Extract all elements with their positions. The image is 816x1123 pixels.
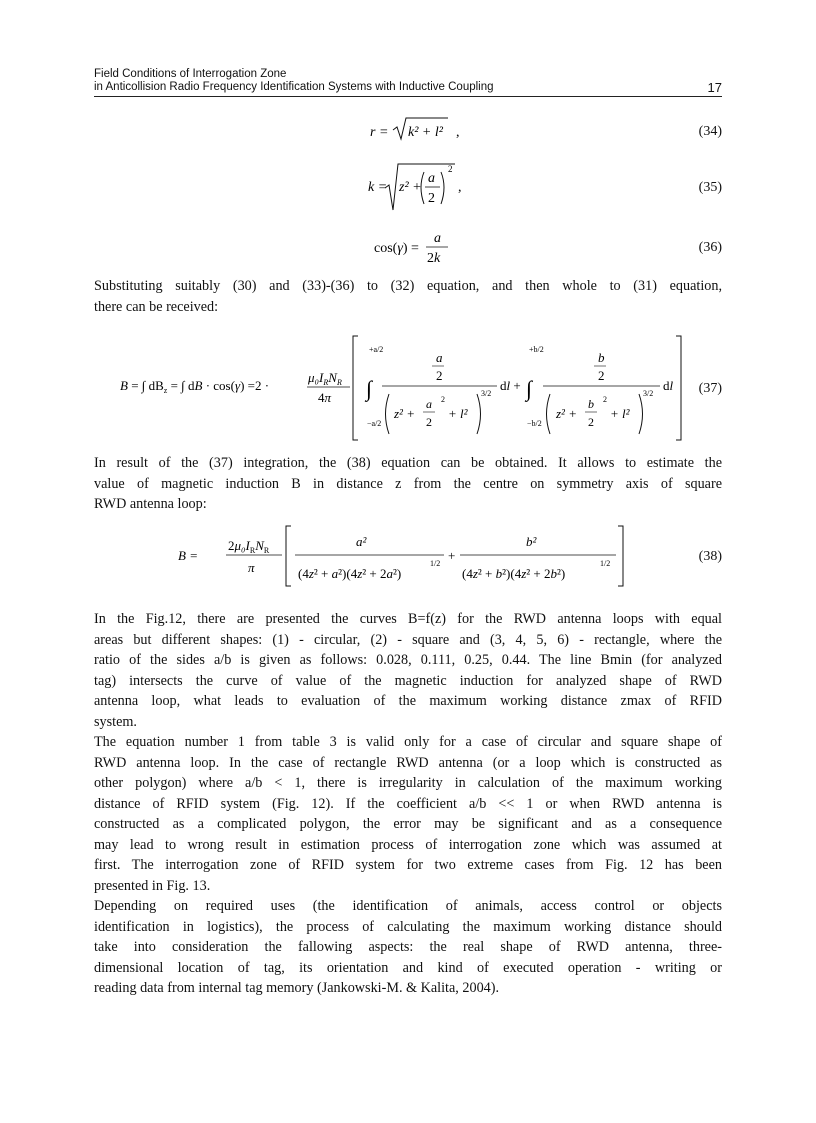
eq36-den: 2k <box>427 251 441 266</box>
p3-line-3: ratio of the sides a/b is given as follows: 0.028, 0.111, 0.25, 0.44. The line Bmin (for analyzed <box>94 652 722 668</box>
eq-number-37: (37) <box>698 381 722 396</box>
p3-line-8: RWD antenna loop. In the case of rectangle RWD antenna (or a loop which is constructed as <box>94 754 722 771</box>
p3-line-4: tag) intersects the curve of value of the magnetic induction for analyzed shape of RWD <box>94 672 722 689</box>
eq38-frac1-den: (4z² + a²)(4z² + 2a²) <box>298 566 402 581</box>
p3-line-5: antenna loop, what leads to evaluation of the maximum working distance zmax of RFID <box>94 693 722 709</box>
header-title-line-1: Field Conditions of Interrogation Zone <box>94 68 287 80</box>
eq37-frac2-den-b: b <box>588 397 594 411</box>
p3-line-18: dimensional location of tag, its orientation and kind of executed operation - writing or <box>94 959 722 976</box>
p1-line-1: Substituting suitably (30) and (33)-(36) to (32) equation, and then whole to (31) equation, <box>94 278 722 294</box>
eq38-coef-den: π <box>248 560 255 575</box>
eq34-lhs: r = <box>370 125 389 140</box>
p3-line-9: other polygon) where a/b < 1, there is irregularity in calculation of the maximum working <box>94 775 722 791</box>
p3-line-1: In the Fig.12, there are presented the curves B=f(z) for the RWD antenna loops with equal <box>94 611 722 627</box>
eq37-frac1-den-a: a <box>426 397 432 411</box>
eq-number-35: (35) <box>698 180 722 195</box>
p3-line-19: reading data from internal tag memory (Jankowski-M. & Kalita, 2004). <box>94 980 500 996</box>
p2-line-2: value of magnetic induction B in distance z from the centre on symmetry axis of square <box>94 475 722 492</box>
paragraph-2 <box>94 453 722 515</box>
eq37-frac1-num-2: 2 <box>436 368 443 383</box>
eq37-dl-2: dl <box>663 378 674 393</box>
equation-37-svg <box>0 330 816 450</box>
p2-line-3: RWD antenna loop: <box>94 496 207 512</box>
eq37-frac2-den: z² + <box>556 406 577 421</box>
p3-line-10: distance of RFID system (Fig. 12). If the coefficient a/b << 1 or when RWD antenna is <box>94 795 722 812</box>
eq37-frac2-num-b: b <box>598 350 605 365</box>
eq37-dl-1: dl + <box>500 378 521 393</box>
eq38-frac1-num: a² <box>356 534 367 549</box>
eq36-num: a <box>434 231 441 246</box>
eq37-frac2-den-l2: + l² <box>610 406 630 421</box>
p3-line-12: may lead to wrong result in estimation process of interrogation zone which was assumed at <box>94 836 722 853</box>
eq38-frac1-pow: 1/2 <box>430 559 441 568</box>
eq37-integral-1: ∫ <box>366 376 373 401</box>
eq37-coef-num: $\mu_0I_RN_R$ <box>308 370 342 387</box>
eq38-plus: + <box>448 548 456 563</box>
p3-line-15: Depending on required uses (the identification of animals, access control or objects <box>94 898 722 914</box>
eq37-int2-lower: −b/2 <box>527 419 542 428</box>
eq35-frac-den: 2 <box>428 191 435 206</box>
eq-number-38: (38) <box>698 549 722 564</box>
p3-line-6: system. <box>94 713 137 730</box>
eq37-int2-upper: +b/2 <box>529 345 544 354</box>
header-title-line-2: in Anticollision Radio Frequency Identification Systems with Inductive Coupling <box>94 81 494 93</box>
p3-line-16: identification in logistics), the process of calculating the maximum working distance should <box>94 918 722 935</box>
p1-line-2: there can be received: <box>94 298 219 315</box>
eq37-frac2-pow: 3/2 <box>643 389 654 398</box>
eq37-integral-2: ∫ <box>526 376 533 401</box>
equation-35-svg <box>0 158 816 228</box>
eq38-frac2-num: b² <box>526 534 537 549</box>
eq37-frac1-pow: 3/2 <box>481 389 492 398</box>
eq37-coef-den: 4π <box>318 390 332 405</box>
page-number: 17 <box>707 80 722 95</box>
running-header <box>94 68 722 94</box>
eq35-frac-num: a <box>428 171 435 186</box>
eq37-frac1-den-l2: + l² <box>448 406 468 421</box>
eq37-frac1-num-a: a <box>436 350 443 365</box>
eq37-frac2-den-sq: 2 <box>603 395 607 404</box>
p3-line-14: presented in Fig. 13. <box>94 877 211 894</box>
p3-line-17: take into consideration the fallowing aspects: the real shape of RWD antenna, three- <box>94 939 722 955</box>
eq35-tail: , <box>458 180 462 195</box>
p3-line-13: first. The interrogation zone of RFID system for two extreme cases from Fig. 12 has been <box>94 857 722 873</box>
equation-38-svg <box>0 522 816 592</box>
eq37-lhs: B = ∫ $dB_z$ = ∫ dB · cos(γ) =2 · <box>120 378 270 395</box>
p3-line-7: The equation number 1 from table 3 is valid only for a case of circular and square shape of <box>94 734 722 750</box>
p3-line-2: areas but different shapes: (1) - circular, (2) - square and (3, 4, 5, 6) - rectangle, where the <box>94 631 722 648</box>
eq37-int1-upper: +a/2 <box>369 345 384 354</box>
eq38-lhs: B = <box>178 548 198 563</box>
eq37-frac1-den-sq: 2 <box>441 395 445 404</box>
paragraph-1 <box>94 276 722 317</box>
eq34-radicand: k² + l² <box>408 125 443 140</box>
eq36-lhs: cos(γ) = <box>374 241 419 256</box>
eq38-frac2-pow: 1/2 <box>600 559 611 568</box>
paragraph-3 <box>94 609 722 999</box>
eq35-lhs: k = <box>368 180 388 195</box>
eq35-power: 2 <box>448 164 453 174</box>
eq-number-36: (36) <box>698 240 722 255</box>
p3-line-11: constructed as a complicated polygon, the error may be significant and as a consequence <box>94 816 722 832</box>
eq37-frac1-den-2: 2 <box>426 415 432 429</box>
eq35-z2: z² + <box>399 180 422 195</box>
eq34-tail: , <box>456 125 460 140</box>
header-rule <box>94 96 722 97</box>
eq37-frac2-num-2: 2 <box>598 368 605 383</box>
eq37-int1-lower: −a/2 <box>367 419 382 428</box>
eq38-frac2-den: (4z² + b²)(4z² + 2b²) <box>462 566 566 581</box>
eq-number-34: (34) <box>698 124 722 139</box>
p2-line-1: In result of the (37) integration, the (38) equation can be obtained. It allows to estimate the <box>94 455 722 471</box>
eq37-frac1-den: z² + <box>394 406 415 421</box>
eq37-frac2-den-2: 2 <box>588 415 594 429</box>
eq38-coef-num: $2\mu_0I_RN_R$ <box>228 538 270 555</box>
equation-36-svg <box>0 226 816 276</box>
